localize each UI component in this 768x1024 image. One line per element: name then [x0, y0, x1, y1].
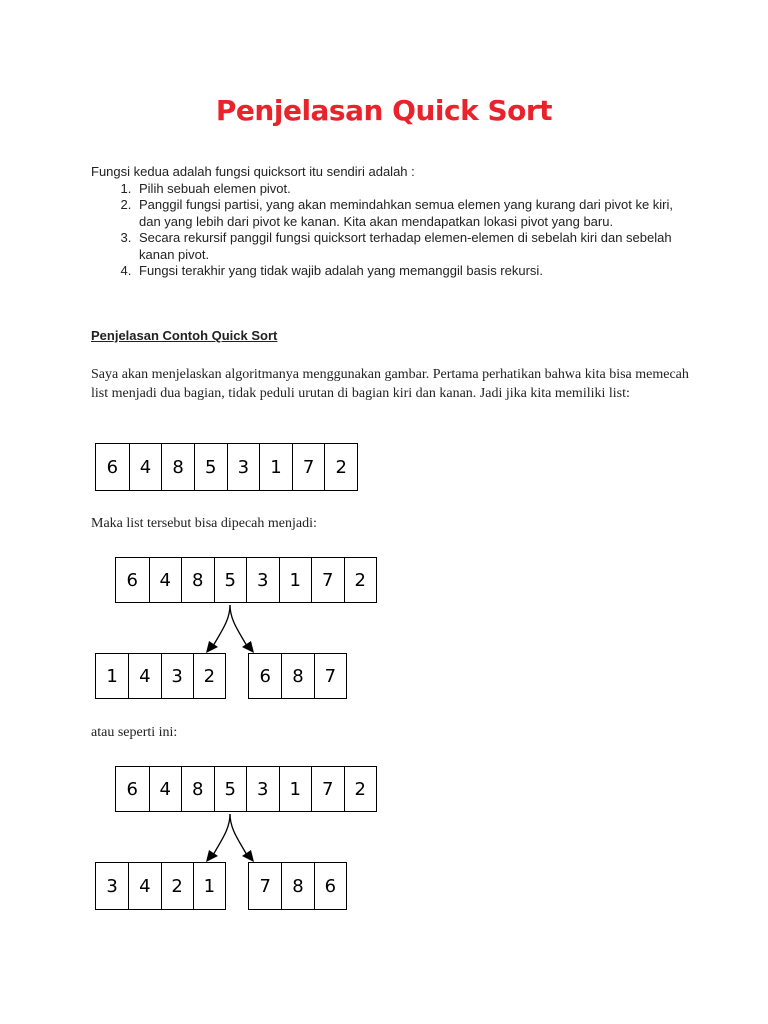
paragraph-explanation: Saya akan menjelaskan algoritmanya menggunakan gambar. Pertama perhatikan bahwa kita bisa memecah list menjadi dua bagian, tidak peduli urutan di bagian kiri dan kanan. Jadi jika kita memiliki list:	[91, 367, 689, 401]
array-cell: 5	[214, 558, 247, 602]
split1-arrowhead-left	[206, 641, 218, 653]
array-cell: 8	[181, 767, 214, 811]
section-heading: Penjelasan Contoh Quick Sort	[91, 328, 278, 343]
array-cell: 1	[259, 444, 292, 490]
array-split2-source	[115, 766, 377, 812]
array-cell: 4	[149, 558, 182, 602]
array-cell: 1	[106, 665, 118, 687]
array-cell: 1	[193, 863, 225, 909]
array-cell: 8	[181, 558, 214, 602]
array-cell: 7	[314, 654, 346, 698]
array-split1-left	[95, 653, 226, 699]
step-item: 1. Pilih sebuah elemen pivot.	[135, 181, 691, 198]
array-split1-right	[248, 653, 347, 699]
array-cell: 8	[281, 654, 313, 698]
array-cell: 8	[161, 444, 194, 490]
array-cell: 2	[344, 558, 377, 602]
array-cell: 6	[106, 456, 119, 478]
array-cell: 1	[279, 558, 312, 602]
split2-arrow-right	[230, 814, 248, 857]
array-cell: 3	[161, 654, 193, 698]
array-split2-left	[95, 862, 226, 910]
step-item: 4. Fungsi terakhir yang tidak wajib adalah yang memanggil basis rekursi.	[135, 263, 691, 280]
array-cell: 2	[344, 767, 377, 811]
array-cell: 6	[126, 569, 138, 591]
steps-list	[91, 181, 691, 280]
array-initial	[95, 443, 358, 491]
page-title: Penjelasan Quick Sort	[215, 94, 553, 127]
step-item: 3. Secara rekursif panggil fungsi quicksort terhadap elemen-elemen di sebelah kiri dan sebelah kanan pivot.	[135, 230, 691, 263]
step-item: 2. Panggil fungsi partisi, yang akan memindahkan semua elemen yang kurang dari pivot ke kiri, dan yang lebih dari pivot ke kanan. Kita akan mendapatkan lokasi pivot yang baru.	[135, 197, 691, 230]
array-cell: 6	[126, 778, 138, 800]
paragraph-split-intro: Maka list tersebut bisa dipecah menjadi:	[91, 516, 317, 531]
array-cell: 7	[311, 767, 344, 811]
array-cell: 6	[314, 863, 346, 909]
split2-arrowhead-right	[242, 850, 254, 862]
array-cell: 3	[246, 558, 279, 602]
array-cell: 8	[281, 863, 313, 909]
array-cell: 4	[129, 444, 162, 490]
array-cell: 2	[161, 863, 193, 909]
array-split2-right	[248, 862, 347, 910]
array-cell: 4	[128, 863, 160, 909]
split1-arrow-right	[230, 605, 248, 648]
array-cell: 3	[227, 444, 260, 490]
array-cell: 5	[194, 444, 227, 490]
split1-arrow-left	[212, 605, 230, 648]
intro-lead: Fungsi kedua adalah fungsi quicksort itu sendiri adalah :	[91, 164, 415, 179]
split2-arrow-left	[212, 814, 230, 857]
split2-arrowhead-left	[206, 850, 218, 862]
paragraph-alternative: atau seperti ini:	[91, 725, 178, 740]
array-cell: 2	[324, 444, 357, 490]
array-split1-source	[115, 557, 377, 603]
array-cell: 4	[149, 767, 182, 811]
array-cell: 7	[259, 875, 271, 897]
array-cell: 3	[106, 875, 118, 897]
array-cell: 6	[259, 665, 271, 687]
array-cell: 5	[214, 767, 247, 811]
array-cell: 3	[246, 767, 279, 811]
array-cell: 2	[193, 654, 225, 698]
array-cell: 7	[311, 558, 344, 602]
split1-arrowhead-right	[242, 641, 254, 653]
array-cell: 1	[279, 767, 312, 811]
array-cell: 7	[292, 444, 325, 490]
intro-section	[91, 164, 691, 280]
array-cell: 4	[128, 654, 160, 698]
